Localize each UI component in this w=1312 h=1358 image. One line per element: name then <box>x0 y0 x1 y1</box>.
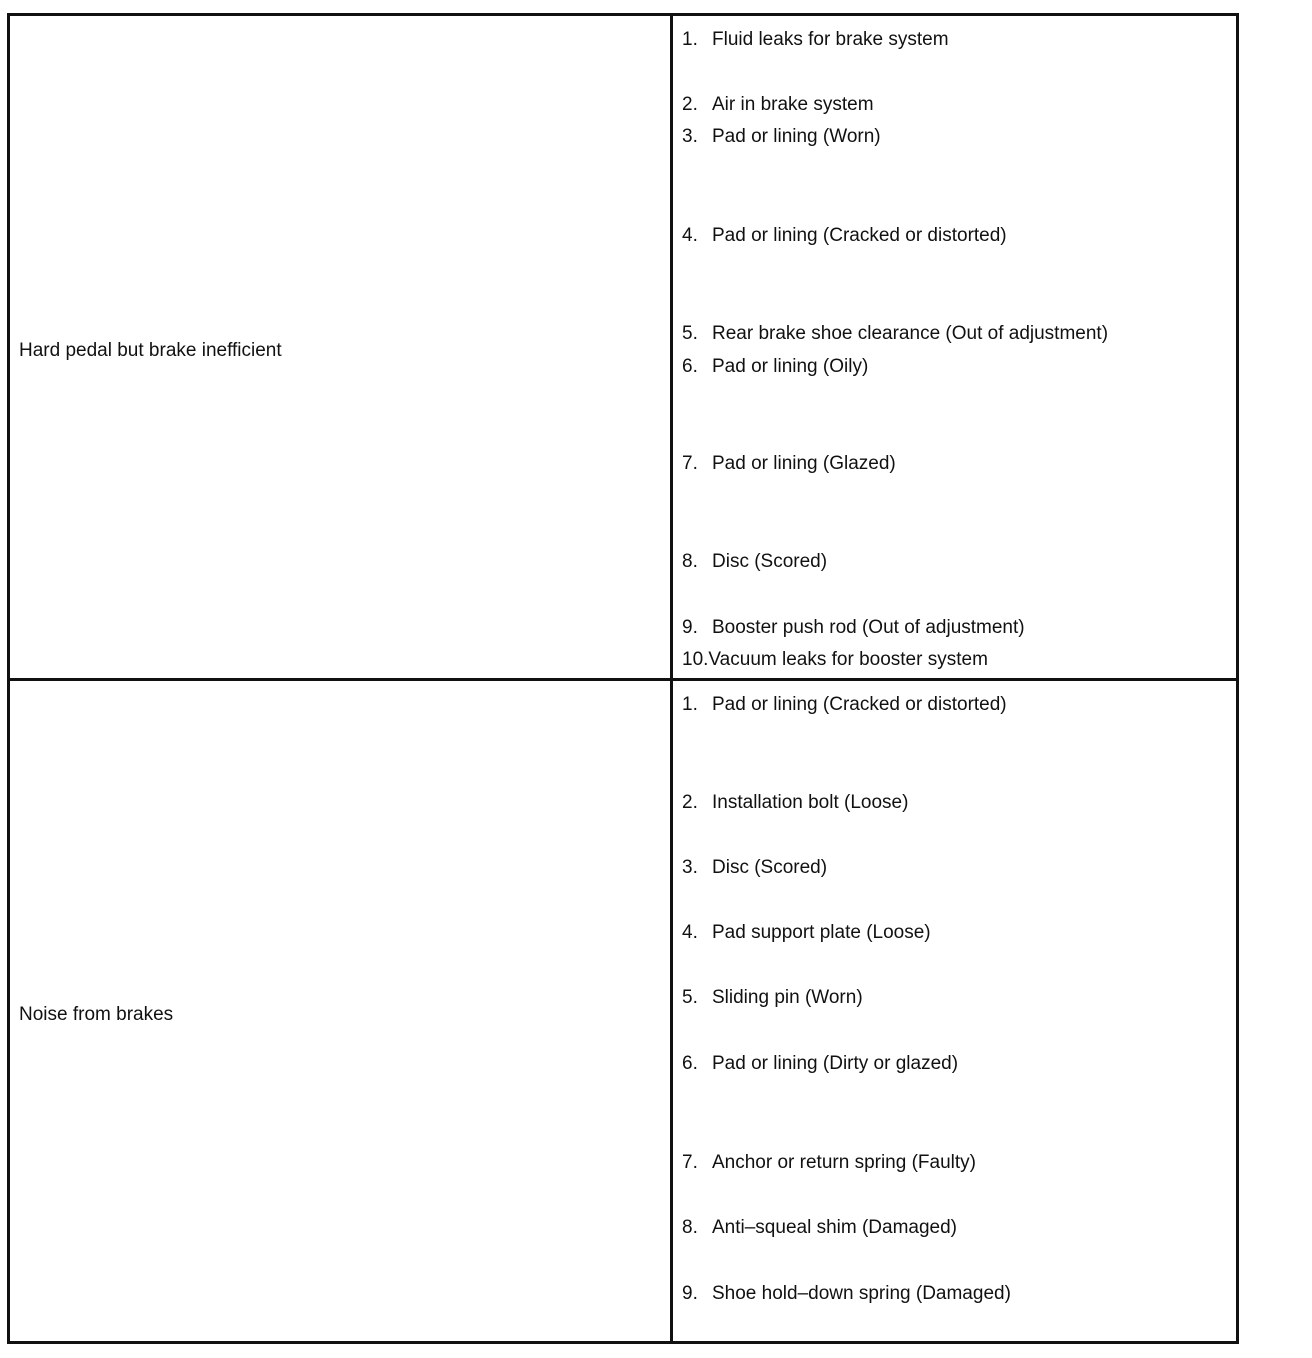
symptom-cell <box>19 340 282 362</box>
cause-number: 4. <box>682 922 698 943</box>
cause-item <box>682 94 874 116</box>
cause-text: Booster push rod (Out of adjustment) <box>712 617 1025 638</box>
cause-number: 3. <box>682 857 698 878</box>
cause-item <box>682 1152 976 1174</box>
cause-item <box>682 1053 958 1075</box>
cause-text: Shoe hold–down spring (Damaged) <box>712 1283 1011 1304</box>
cause-text: Pad support plate (Loose) <box>712 922 931 943</box>
cause-number: 7. <box>682 1152 698 1173</box>
table-border-top <box>7 13 1239 16</box>
cause-item <box>682 29 949 51</box>
cause-item <box>682 922 931 944</box>
symptom-text: Noise from brakes <box>19 1004 174 1025</box>
cause-text: Pad or lining (Worn) <box>712 126 881 147</box>
cause-number: 7. <box>682 453 698 474</box>
cause-text: Anchor or return spring (Faulty) <box>712 1152 976 1173</box>
row-divider <box>7 678 1239 681</box>
cause-number: 4. <box>682 225 698 246</box>
cause-number: 1. <box>682 29 698 50</box>
cause-number: 5. <box>682 323 698 344</box>
cause-item <box>682 126 881 148</box>
cause-number: 9. <box>682 1283 698 1304</box>
cause-text: Air in brake system <box>712 94 874 115</box>
cause-text: Sliding pin (Worn) <box>712 987 863 1008</box>
cause-item <box>682 987 863 1009</box>
symptom-text: Hard pedal but brake inefficient <box>19 340 282 361</box>
cause-item <box>682 792 908 814</box>
cause-number: 2. <box>682 94 698 115</box>
cause-item <box>682 1217 957 1239</box>
cause-text: Pad or lining (Cracked or distorted) <box>712 225 1007 246</box>
cause-text: Rear brake shoe clearance (Out of adjustment) <box>712 323 1109 344</box>
cause-text: Pad or lining (Cracked or distorted) <box>712 694 1007 715</box>
cause-text: Disc (Scored) <box>712 551 828 572</box>
cause-item <box>682 694 1007 716</box>
cause-item <box>682 1283 1011 1305</box>
cause-item <box>682 225 1007 247</box>
cause-number: 1. <box>682 694 698 715</box>
cause-number: 10. <box>682 649 709 670</box>
cause-number: 6. <box>682 1053 698 1074</box>
cause-text: Pad or lining (Oily) <box>712 356 869 377</box>
cause-item <box>682 551 827 573</box>
cause-number: 9. <box>682 617 698 638</box>
cause-number: 3. <box>682 126 698 147</box>
cause-item <box>682 649 988 671</box>
cause-text: Pad or lining (Glazed) <box>712 453 896 474</box>
cause-text: Vacuum leaks for booster system <box>708 649 988 670</box>
cause-number: 8. <box>682 1217 698 1238</box>
cause-item <box>682 453 896 475</box>
cause-text: Fluid leaks for brake system <box>712 29 949 50</box>
cause-item <box>682 857 827 879</box>
table-border-bottom <box>7 1341 1239 1344</box>
cause-text: Pad or lining (Dirty or glazed) <box>712 1053 959 1074</box>
cause-text: Anti–squeal shim (Damaged) <box>712 1217 958 1238</box>
cause-number: 2. <box>682 792 698 813</box>
cause-text: Disc (Scored) <box>712 857 828 878</box>
cause-number: 5. <box>682 987 698 1008</box>
cause-number: 8. <box>682 551 698 572</box>
cause-number: 6. <box>682 356 698 377</box>
symptom-cell <box>19 1004 173 1026</box>
cause-item <box>682 617 1025 639</box>
cause-item <box>682 323 1108 345</box>
cause-text: Installation bolt (Loose) <box>712 792 909 813</box>
cause-item <box>682 356 868 378</box>
